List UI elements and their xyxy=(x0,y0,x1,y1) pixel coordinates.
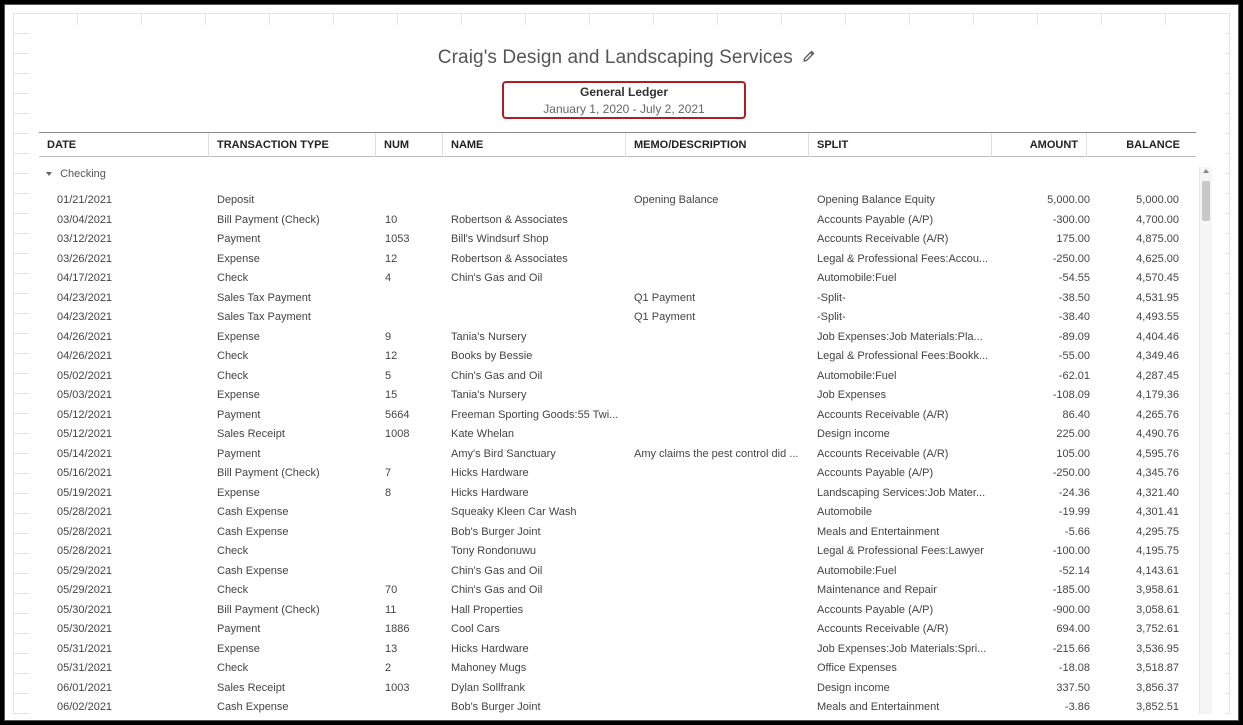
cell-transaction-type: Check xyxy=(217,350,249,362)
cell-split: Job Expenses:Job Materials:Spri... xyxy=(817,642,987,655)
cell-name: Kate Whelan xyxy=(451,428,514,440)
cell-split: Automobile:Fuel xyxy=(817,272,897,284)
table-body xyxy=(29,191,1199,714)
cell-num xyxy=(385,562,443,582)
cell-split: Accounts Receivable (A/R) xyxy=(817,408,949,421)
cell-split: Opening Balance Equity xyxy=(817,194,936,206)
cell-transaction-type: Expense xyxy=(217,486,260,499)
cell-num: 1886 xyxy=(385,623,410,635)
cell-memo xyxy=(634,640,810,660)
cell-memo xyxy=(634,620,810,640)
cell-amount: -55.00 xyxy=(1058,350,1090,362)
cell-split: Accounts Payable (A/P) xyxy=(817,603,934,616)
cell-memo: Opening Balance xyxy=(634,194,719,206)
cell-memo xyxy=(634,679,810,699)
table-row[interactable] xyxy=(29,328,1199,348)
cell-balance: 4,195.75 xyxy=(1136,545,1179,557)
cell-memo xyxy=(634,698,810,714)
table-row[interactable] xyxy=(29,347,1199,367)
cell-split: Office Expenses xyxy=(817,662,897,674)
cell-memo xyxy=(634,406,810,426)
cell-balance: 3,536.95 xyxy=(1136,642,1179,655)
cell-num: 1008 xyxy=(385,428,410,440)
cell-amount: -62.01 xyxy=(1058,369,1090,382)
table-row[interactable] xyxy=(29,640,1199,660)
cell-num: 5 xyxy=(385,369,392,382)
report-header xyxy=(29,47,1225,69)
cell-balance: 4,321.40 xyxy=(1136,486,1179,499)
cell-transaction-type: Expense xyxy=(217,252,260,265)
cell-amount: -52.14 xyxy=(1058,564,1090,577)
cell-date: 05/19/2021 xyxy=(57,486,113,499)
screenshot-frame xyxy=(4,4,1239,721)
cell-name: Dylan Sollfrank xyxy=(451,681,525,694)
cell-balance: 4,493.55 xyxy=(1136,311,1179,323)
cell-transaction-type: Payment xyxy=(217,447,261,460)
cell-date: 05/29/2021 xyxy=(57,564,113,577)
cell-split: -Split- xyxy=(817,311,846,323)
cell-name: Hall Properties xyxy=(451,603,524,616)
cell-name xyxy=(451,289,627,309)
cell-balance: 4,490.76 xyxy=(1136,428,1179,440)
column-header-num[interactable]: NUM xyxy=(376,133,443,157)
cell-date: 01/21/2021 xyxy=(57,194,113,206)
report-title-highlight xyxy=(502,81,746,119)
cell-memo xyxy=(634,211,810,231)
cell-amount: -89.09 xyxy=(1058,330,1090,343)
scrollbar-thumb[interactable] xyxy=(1202,181,1210,221)
cell-amount: -38.50 xyxy=(1058,291,1090,304)
cell-name xyxy=(451,191,627,211)
cell-date: 04/23/2021 xyxy=(57,291,113,304)
cell-date: 03/26/2021 xyxy=(57,252,113,265)
cell-balance: 3,518.87 xyxy=(1136,662,1179,674)
cell-amount: -185.00 xyxy=(1052,584,1090,596)
cell-amount: 337.50 xyxy=(1056,681,1090,694)
cell-date: 05/31/2021 xyxy=(57,662,113,674)
column-header-date[interactable]: DATE xyxy=(39,133,209,157)
cell-split: -Split- xyxy=(817,291,846,304)
table-row[interactable] xyxy=(29,542,1199,562)
cell-name: Chin's Gas and Oil xyxy=(451,584,543,596)
cell-name: Hicks Hardware xyxy=(451,642,529,655)
table-row[interactable] xyxy=(29,269,1199,289)
cell-name: Robertson & Associates xyxy=(451,252,568,265)
cell-balance: 4,875.00 xyxy=(1136,233,1179,245)
cell-transaction-type: Check xyxy=(217,584,249,596)
column-header-name[interactable]: NAME xyxy=(443,133,626,157)
cell-num: 70 xyxy=(385,584,398,596)
cell-balance: 4,570.45 xyxy=(1136,272,1179,284)
cell-transaction-type: Bill Payment (Check) xyxy=(217,467,320,479)
cell-date: 06/02/2021 xyxy=(57,701,113,713)
cell-name: Tania's Nursery xyxy=(451,330,527,343)
cell-name: Squeaky Kleen Car Wash xyxy=(451,506,577,518)
cell-num: 12 xyxy=(385,350,398,362)
report-date-range: January 1, 2020 - July 2, 2021 xyxy=(543,102,705,116)
cell-date: 06/01/2021 xyxy=(57,681,113,694)
cell-name xyxy=(451,308,627,328)
cell-transaction-type: Cash Expense xyxy=(217,506,289,518)
cell-transaction-type: Expense xyxy=(217,642,260,655)
cell-amount: -108.09 xyxy=(1052,389,1090,401)
cell-balance: 3,856.37 xyxy=(1136,681,1179,694)
column-header-memo[interactable]: MEMO/DESCRIPTION xyxy=(626,133,809,157)
table-row[interactable] xyxy=(29,698,1199,714)
cell-num xyxy=(385,698,443,714)
cell-split: Design income xyxy=(817,428,890,440)
cell-num: 9 xyxy=(385,330,392,343)
cell-amount: -5.66 xyxy=(1064,525,1090,538)
cell-transaction-type: Check xyxy=(217,545,249,557)
cell-num: 10 xyxy=(385,213,398,226)
cell-memo xyxy=(634,328,810,348)
cell-split: Accounts Receivable (A/R) xyxy=(817,233,949,245)
cell-date: 03/12/2021 xyxy=(57,233,113,245)
cell-split: Landscaping Services:Job Mater... xyxy=(817,486,986,499)
table-row[interactable] xyxy=(29,211,1199,231)
cell-date: 05/29/2021 xyxy=(57,584,113,596)
column-header-amount[interactable]: AMOUNT xyxy=(992,133,1087,157)
cell-num xyxy=(385,503,443,523)
cell-split: Automobile:Fuel xyxy=(817,564,897,577)
table-row[interactable] xyxy=(29,523,1199,543)
cell-amount: 694.00 xyxy=(1056,623,1090,635)
cell-num xyxy=(385,445,443,465)
table-row[interactable] xyxy=(29,308,1199,328)
cell-name: Bob's Burger Joint xyxy=(451,701,541,713)
cell-memo xyxy=(634,347,810,367)
cell-name: Mahoney Mugs xyxy=(451,662,527,674)
cell-transaction-type: Payment xyxy=(217,408,261,421)
cell-name: Amy's Bird Sanctuary xyxy=(451,447,556,460)
cell-amount: -18.08 xyxy=(1058,662,1090,674)
cell-name: Chin's Gas and Oil xyxy=(451,272,543,284)
cell-date: 04/17/2021 xyxy=(57,272,113,284)
cell-num: 11 xyxy=(385,603,397,616)
cell-transaction-type: Expense xyxy=(217,330,260,343)
cell-transaction-type: Payment xyxy=(217,623,261,635)
cell-name: Chin's Gas and Oil xyxy=(451,564,543,577)
table-row[interactable] xyxy=(29,581,1199,601)
cell-balance: 4,301.41 xyxy=(1136,506,1179,518)
cell-transaction-type: Sales Receipt xyxy=(217,681,285,694)
cell-date: 05/02/2021 xyxy=(57,369,113,382)
cell-split: Job Expenses xyxy=(817,389,887,401)
cell-balance: 4,265.76 xyxy=(1136,408,1179,421)
table-row[interactable] xyxy=(29,620,1199,640)
cell-split: Accounts Receivable (A/R) xyxy=(817,623,949,635)
table-row[interactable] xyxy=(29,289,1199,309)
cell-split: Legal & Professional Fees:Accou... xyxy=(817,252,989,265)
cell-memo xyxy=(634,269,810,289)
cell-amount: -250.00 xyxy=(1052,252,1090,265)
cell-date: 05/14/2021 xyxy=(57,447,113,460)
cell-memo: Amy claims the pest control did ... xyxy=(634,447,799,460)
table-header xyxy=(39,132,1196,157)
cell-date: 05/28/2021 xyxy=(57,525,113,538)
cell-amount: -300.00 xyxy=(1052,213,1090,226)
cell-split: Legal & Professional Fees:Lawyer xyxy=(817,545,984,557)
cell-split: Automobile xyxy=(817,506,873,518)
report-panel xyxy=(29,25,1225,714)
cell-balance: 4,345.76 xyxy=(1136,467,1179,479)
cell-date: 05/31/2021 xyxy=(57,642,113,655)
cell-balance: 3,058.61 xyxy=(1136,603,1179,616)
cell-split: Meals and Entertainment xyxy=(817,701,940,713)
cell-memo xyxy=(634,367,810,387)
table-row[interactable] xyxy=(29,250,1199,270)
cell-num xyxy=(385,308,443,328)
cell-transaction-type: Cash Expense xyxy=(217,701,289,713)
cell-amount: 105.00 xyxy=(1056,447,1090,460)
cell-split: Accounts Receivable (A/R) xyxy=(817,447,949,460)
cell-amount: -19.99 xyxy=(1058,506,1090,518)
cell-date: 04/26/2021 xyxy=(57,330,113,343)
cell-balance: 5,000.00 xyxy=(1136,194,1179,206)
vertical-scrollbar[interactable] xyxy=(1199,167,1212,714)
cell-date: 03/04/2021 xyxy=(57,213,113,226)
cell-memo xyxy=(634,523,810,543)
cell-date: 05/12/2021 xyxy=(57,408,113,421)
cell-amount: -250.00 xyxy=(1052,467,1090,479)
cell-split: Meals and Entertainment xyxy=(817,525,940,538)
cell-name: Chin's Gas and Oil xyxy=(451,369,543,382)
cell-transaction-type: Check xyxy=(217,662,249,674)
cell-name: Hicks Hardware xyxy=(451,486,529,499)
cell-num: 7 xyxy=(385,467,392,479)
cell-num xyxy=(385,191,443,211)
cell-transaction-type: Cash Expense xyxy=(217,564,289,577)
cell-num: 5664 xyxy=(385,408,410,421)
cell-num: 8 xyxy=(385,486,392,499)
table-row[interactable] xyxy=(29,562,1199,582)
cell-memo xyxy=(634,230,810,250)
table-row[interactable] xyxy=(29,601,1199,621)
cell-memo xyxy=(634,425,810,445)
cell-transaction-type: Deposit xyxy=(217,194,255,206)
cell-transaction-type: Sales Tax Payment xyxy=(217,311,311,323)
cell-num: 15 xyxy=(385,389,398,401)
table-row[interactable] xyxy=(29,425,1199,445)
cell-balance: 4,295.75 xyxy=(1136,525,1179,538)
cell-num: 2 xyxy=(385,662,392,674)
cell-memo xyxy=(634,386,810,406)
background-sheet xyxy=(13,13,1230,714)
cell-name: Hicks Hardware xyxy=(451,467,529,479)
cell-date: 04/23/2021 xyxy=(57,311,113,323)
cell-balance: 4,595.76 xyxy=(1136,447,1179,460)
scroll-up-arrow-icon[interactable] xyxy=(1203,169,1209,173)
cell-name: Tony Rondonuwu xyxy=(451,545,537,557)
cell-amount: -900.00 xyxy=(1052,603,1090,616)
cell-transaction-type: Check xyxy=(217,369,249,382)
cell-date: 05/30/2021 xyxy=(57,623,113,635)
cell-transaction-type: Sales Tax Payment xyxy=(217,291,311,304)
table-row[interactable] xyxy=(29,191,1199,211)
cell-num: 1053 xyxy=(385,233,410,245)
cell-num xyxy=(385,542,443,562)
cell-balance: 3,958.61 xyxy=(1136,584,1179,596)
cell-num xyxy=(385,289,443,309)
column-header-split[interactable]: SPLIT xyxy=(809,133,992,157)
cell-memo xyxy=(634,542,810,562)
cell-name: Freeman Sporting Goods:55 Twi... xyxy=(451,408,619,421)
cell-num xyxy=(385,523,443,543)
cell-transaction-type: Expense xyxy=(217,389,260,401)
cell-memo xyxy=(634,601,810,621)
cell-balance: 3,852.51 xyxy=(1136,701,1179,713)
cell-split: Legal & Professional Fees:Bookk... xyxy=(817,350,989,362)
pencil-icon[interactable] xyxy=(802,47,816,69)
cell-transaction-type: Sales Receipt xyxy=(217,428,285,440)
cell-split: Accounts Payable (A/P) xyxy=(817,213,934,226)
cell-num: 13 xyxy=(385,642,398,655)
cell-name: Cool Cars xyxy=(451,623,500,635)
cell-balance: 4,625.00 xyxy=(1136,252,1179,265)
cell-date: 04/26/2021 xyxy=(57,350,113,362)
cell-split: Maintenance and Repair xyxy=(817,584,937,596)
cell-amount: -3.86 xyxy=(1064,701,1090,713)
cell-balance: 4,179.36 xyxy=(1136,389,1179,401)
cell-memo xyxy=(634,250,810,270)
cell-name: Books by Bessie xyxy=(451,350,533,362)
cell-date: 05/03/2021 xyxy=(57,389,113,401)
cell-balance: 4,700.00 xyxy=(1136,213,1179,226)
cell-amount: 5,000.00 xyxy=(1047,194,1090,206)
cell-split: Automobile:Fuel xyxy=(817,369,897,382)
cell-num: 1003 xyxy=(385,681,410,694)
column-header-transaction-type[interactable]: TRANSACTION TYPE xyxy=(209,133,376,157)
cell-num: 4 xyxy=(385,272,392,284)
cell-balance: 4,143.61 xyxy=(1136,564,1179,577)
cell-date: 05/28/2021 xyxy=(57,545,113,557)
cell-memo xyxy=(634,581,810,601)
table-row[interactable] xyxy=(29,503,1199,523)
cell-amount: -38.40 xyxy=(1058,311,1090,323)
cell-num: 12 xyxy=(385,252,398,265)
cell-transaction-type: Bill Payment (Check) xyxy=(217,603,320,616)
cell-amount: -215.66 xyxy=(1052,642,1090,655)
cell-amount: -54.55 xyxy=(1058,272,1090,284)
cell-transaction-type: Bill Payment (Check) xyxy=(217,213,320,226)
cell-memo xyxy=(634,503,810,523)
cell-split: Design income xyxy=(817,681,890,694)
cell-transaction-type: Check xyxy=(217,272,249,284)
cell-date: 05/16/2021 xyxy=(57,467,113,479)
cell-amount: 225.00 xyxy=(1056,428,1090,440)
cell-balance: 4,404.46 xyxy=(1136,330,1179,343)
table-row[interactable] xyxy=(29,230,1199,250)
cell-memo: Q1 Payment xyxy=(634,291,696,304)
cell-amount: 86.40 xyxy=(1062,408,1090,421)
section-row-checking[interactable] xyxy=(45,168,106,180)
cell-name: Bob's Burger Joint xyxy=(451,525,541,538)
column-header-balance[interactable]: BALANCE xyxy=(1126,139,1180,151)
table-row[interactable] xyxy=(29,679,1199,699)
cell-date: 05/30/2021 xyxy=(57,603,113,616)
report-name: General Ledger xyxy=(579,85,669,99)
cell-balance: 4,349.46 xyxy=(1136,350,1179,362)
cell-date: 05/12/2021 xyxy=(57,428,113,440)
cell-memo xyxy=(634,484,810,504)
cell-balance: 3,752.61 xyxy=(1136,623,1179,635)
table-row[interactable] xyxy=(29,659,1199,679)
table-row[interactable] xyxy=(29,386,1199,406)
cell-split: Accounts Payable (A/P) xyxy=(817,467,934,479)
cell-balance: 4,531.95 xyxy=(1136,291,1179,304)
cell-memo xyxy=(634,659,810,679)
cell-transaction-type: Payment xyxy=(217,233,261,245)
table-row[interactable] xyxy=(29,406,1199,426)
collapse-caret-icon[interactable] xyxy=(45,168,53,180)
cell-balance: 4,287.45 xyxy=(1136,369,1179,382)
cell-amount: -100.00 xyxy=(1052,545,1090,557)
cell-amount: 175.00 xyxy=(1056,233,1090,245)
cell-split: Job Expenses:Job Materials:Pla... xyxy=(817,330,983,343)
cell-memo: Q1 Payment xyxy=(634,311,696,323)
table-row[interactable] xyxy=(29,464,1199,484)
cell-name: Bill's Windsurf Shop xyxy=(451,233,549,245)
table-row[interactable] xyxy=(29,484,1199,504)
table-row[interactable] xyxy=(29,367,1199,387)
company-name[interactable]: Craig's Design and Landscaping Services xyxy=(437,47,793,69)
section-label: Checking xyxy=(60,168,106,180)
cell-memo xyxy=(634,464,810,484)
cell-amount: -24.36 xyxy=(1058,486,1090,499)
cell-name: Robertson & Associates xyxy=(451,213,568,226)
cell-date: 05/28/2021 xyxy=(57,506,113,518)
table-row[interactable] xyxy=(29,445,1199,465)
cell-memo xyxy=(634,562,810,582)
cell-name: Tania's Nursery xyxy=(451,389,527,401)
cell-transaction-type: Cash Expense xyxy=(217,525,289,538)
